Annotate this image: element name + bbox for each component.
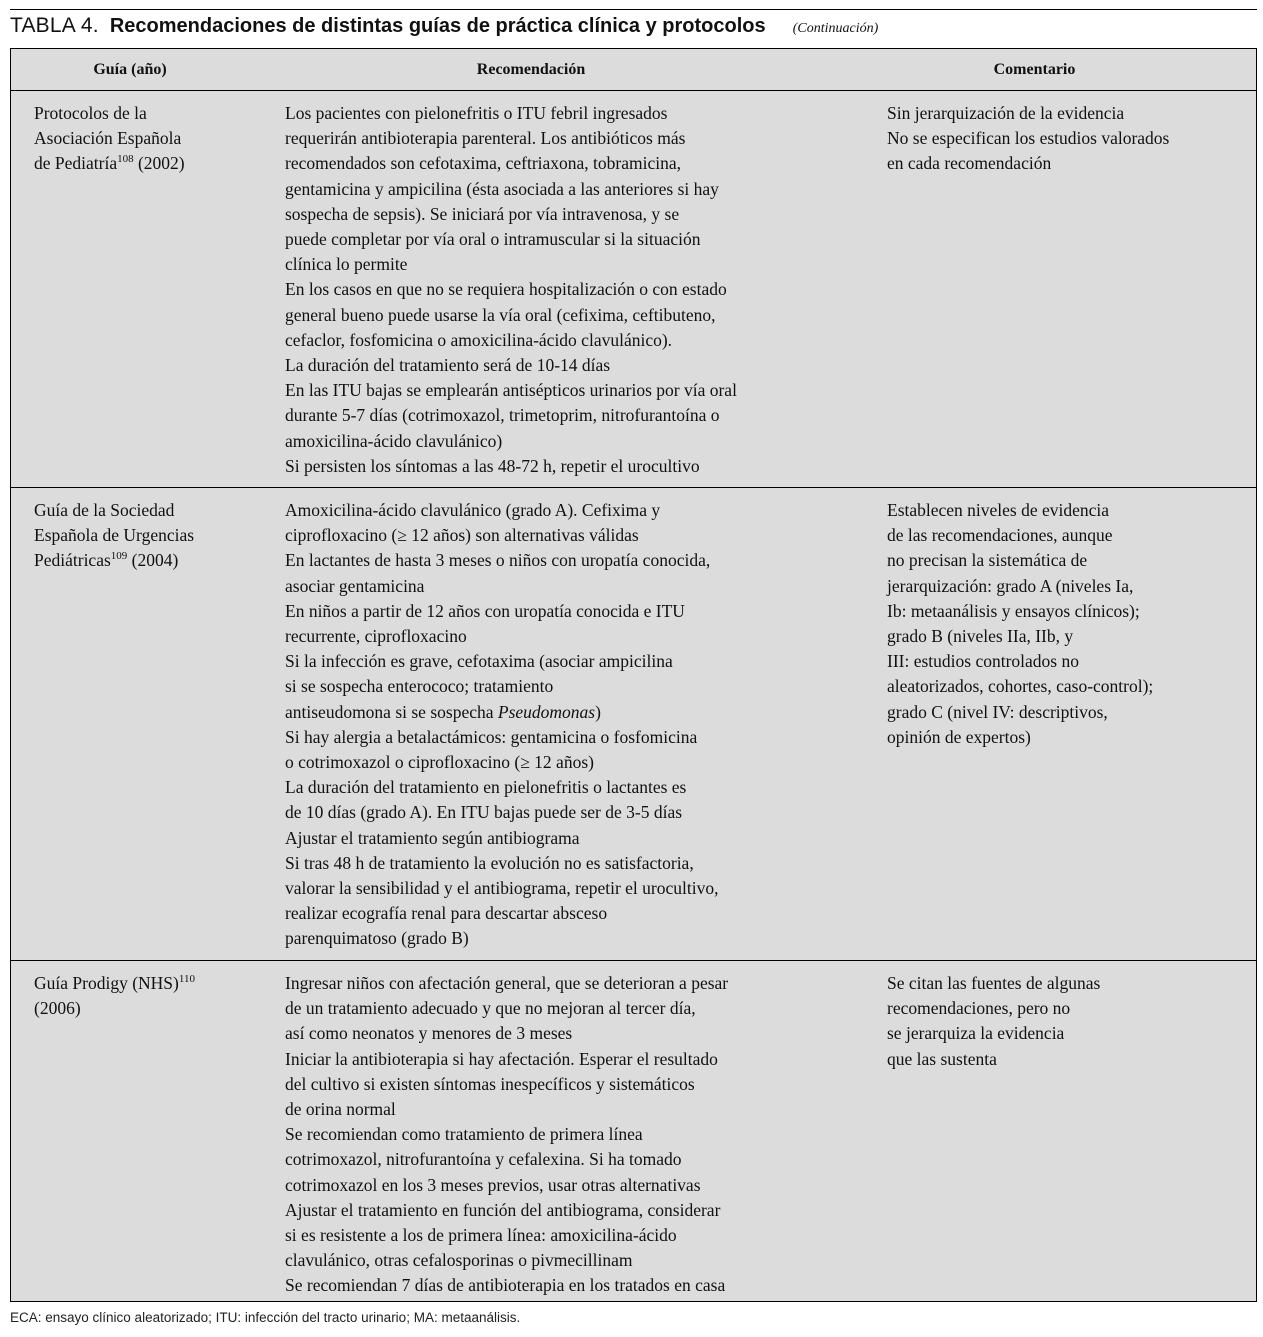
pseudomonas-italic: Pseudomonas xyxy=(497,701,596,722)
recommendation-cell xyxy=(285,101,845,479)
comment-paragraph: No se especifican los estudios valorados en cada recomendación xyxy=(887,128,1170,174)
comment-cell xyxy=(887,971,1252,1072)
table-row xyxy=(11,488,1256,961)
comment-cell xyxy=(887,498,1252,750)
recommendation-paragraph: En las ITU bajas se emplearán antisépticos urinarios por vía oral durante 5-7 días (cotrimoxazol, trimetoprim, nitrofurantoína o amoxicilina-ácido clavulánico) xyxy=(285,380,737,451)
table-label: TABLA 4. xyxy=(10,14,99,37)
recommendation-paragraph: Si hay alergia a betalactámicos: gentamicina o fosfomicina o cotrimoxazol o ciprofloxacino (≥ 12 años) xyxy=(285,726,698,773)
recommendation-paragraph: Se recomiendan como tratamiento de primera línea cotrimoxazol, nitrofurantoína y cefalexina. Si ha tomado cotrimoxazol en los 3 meses previos, usar otras alternativas xyxy=(285,1124,701,1195)
recommendation-paragraph: La duración del tratamiento en pielonefritis o lactantes es de 10 días (grado A). En ITU bajas puede ser de 3-5 días xyxy=(285,777,687,823)
recommendation-paragraph: Se recomiendan 7 días de antibioterapia en los tratados en casa xyxy=(285,1275,726,1296)
guide-name: Protocolos de la Asociación Española de Pediatría$^{108}$ (2002) xyxy=(34,103,185,174)
recommendation-paragraph: Iniciar la antibioterapia si hay afectación. Esperar el resultado del cultivo si existen síntomas inespecíficos y sistemáticos de orina normal xyxy=(285,1048,718,1120)
recommendation-paragraph: Si la infección es grave, cefotaxima (asociar ampicilina si se sospecha enterococo; tratamiento antiseudomona si se sospecha Pseudomonas) xyxy=(285,651,673,722)
guide-cell xyxy=(34,971,249,1021)
recommendation-paragraph: En los casos en que no se requiera hospitalización o con estado general bueno puede usarse la vía oral (cefixima, ceftibuteno, cefaclor, fosfomicina o amoxicilina-ácido clavulánico). La duración del tratamiento será de 10-14 días xyxy=(285,279,727,376)
guide-cell xyxy=(34,498,249,574)
comment-paragraph: Establecen niveles de evidencia de las recomendaciones, aunque no precisan la sistemática de jerarquización: grado A (niveles Ia, Ib: metaanálisis y ensayos clínicos); grado B (niveles IIa, IIb, y III: estudios controlados no aleatorizados, cohortes, caso-control); grado C (nivel IV: descriptivos, opinión de expertos) xyxy=(887,500,1154,747)
recommendation-paragraph: En niños a partir de 12 años con uropatía conocida e ITU recurrente, ciprofloxacino xyxy=(285,600,685,647)
recommendation-cell xyxy=(285,971,845,1299)
table-row xyxy=(11,91,1256,488)
comment-cell xyxy=(887,101,1252,177)
recommendation-paragraph: En lactantes de hasta 3 meses o niños con uropatía conocida, asociar gentamicina xyxy=(285,550,711,596)
header-recommendation: Recomendación xyxy=(476,61,586,78)
table-row xyxy=(11,961,1256,1301)
recommendation-paragraph: Amoxicilina-ácido clavulánico (grado A). Cefixima y ciprofloxacino (≥ 12 años) son alternativas válidas xyxy=(285,500,661,546)
top-rule xyxy=(10,9,1257,10)
table-header-row xyxy=(11,49,1256,91)
recommendation-cell xyxy=(285,498,845,952)
reference-number: 110 xyxy=(178,973,195,985)
guide-name: Guía Prodigy (NHS)$^{110}$ (2006) xyxy=(34,973,195,1019)
header-guide: Guía (año) xyxy=(93,61,167,78)
recommendation-paragraph: Los pacientes con pielonefritis o ITU febril ingresados requerirán antibioterapia parenteral. Los antibióticos más recomendados son cefotaxima, ceftriaxona, tobramicina, gentamicina y ampicilina (ésta asociada a las anteriores si hay sospecha de sepsis). Se iniciará por vía intravenosa, y se puede completar por vía oral o intramuscular si la situación clínica lo permite xyxy=(285,103,719,275)
recommendation-paragraph: Ajustar el tratamiento según antibiograma xyxy=(285,827,580,848)
recommendation-paragraph: Si tras 48 h de tratamiento la evolución no es satisfactoria, valorar la sensibilidad y el antibiograma, repetir el urocultivo, realizar ecografía renal para descartar absceso parenquimatoso (grado B) xyxy=(285,852,719,949)
guide-name: Guía de la Sociedad Española de Urgencias Pediátricas$^{109}$ (2004) xyxy=(34,500,195,571)
table-caption xyxy=(10,14,1257,44)
guide-cell xyxy=(34,101,249,177)
reference-number: 109 xyxy=(110,550,128,563)
recommendation-paragraph: Si persisten los síntomas a las 48-72 h, repetir el urocultivo xyxy=(285,455,700,476)
table-footnote: ECA: ensayo clínico aleatorizado; ITU: infección del tracto urinario; MA: metaanálisis. xyxy=(10,1310,521,1325)
comment-paragraph: Se citan las fuentes de algunas recomendaciones, pero no se jerarquiza la evidencia que las sustenta xyxy=(887,973,1101,1069)
recommendation-paragraph: Ajustar el tratamiento en función del antibiograma, considerar si es resistente a los de primera línea: amoxicilina-ácido clavulánico, otras cefalosporinas o pivmecillinam xyxy=(285,1199,721,1271)
recommendation-paragraph: Ingresar niños con afectación general, que se deterioran a pesar de un tratamiento adecuado y que no mejoran al tercer día, así como neonatos y menores de 3 meses xyxy=(285,973,729,1044)
header-comment: Comentario xyxy=(993,61,1076,78)
continuation-note: (Continuación) xyxy=(792,21,879,36)
guidelines-table xyxy=(10,48,1257,1302)
comment-paragraph: Sin jerarquización de la evidencia xyxy=(887,103,1125,123)
reference-number: 108 xyxy=(117,153,134,166)
table-title: Recomendaciones de distintas guías de práctica clínica y protocolos xyxy=(109,15,766,37)
